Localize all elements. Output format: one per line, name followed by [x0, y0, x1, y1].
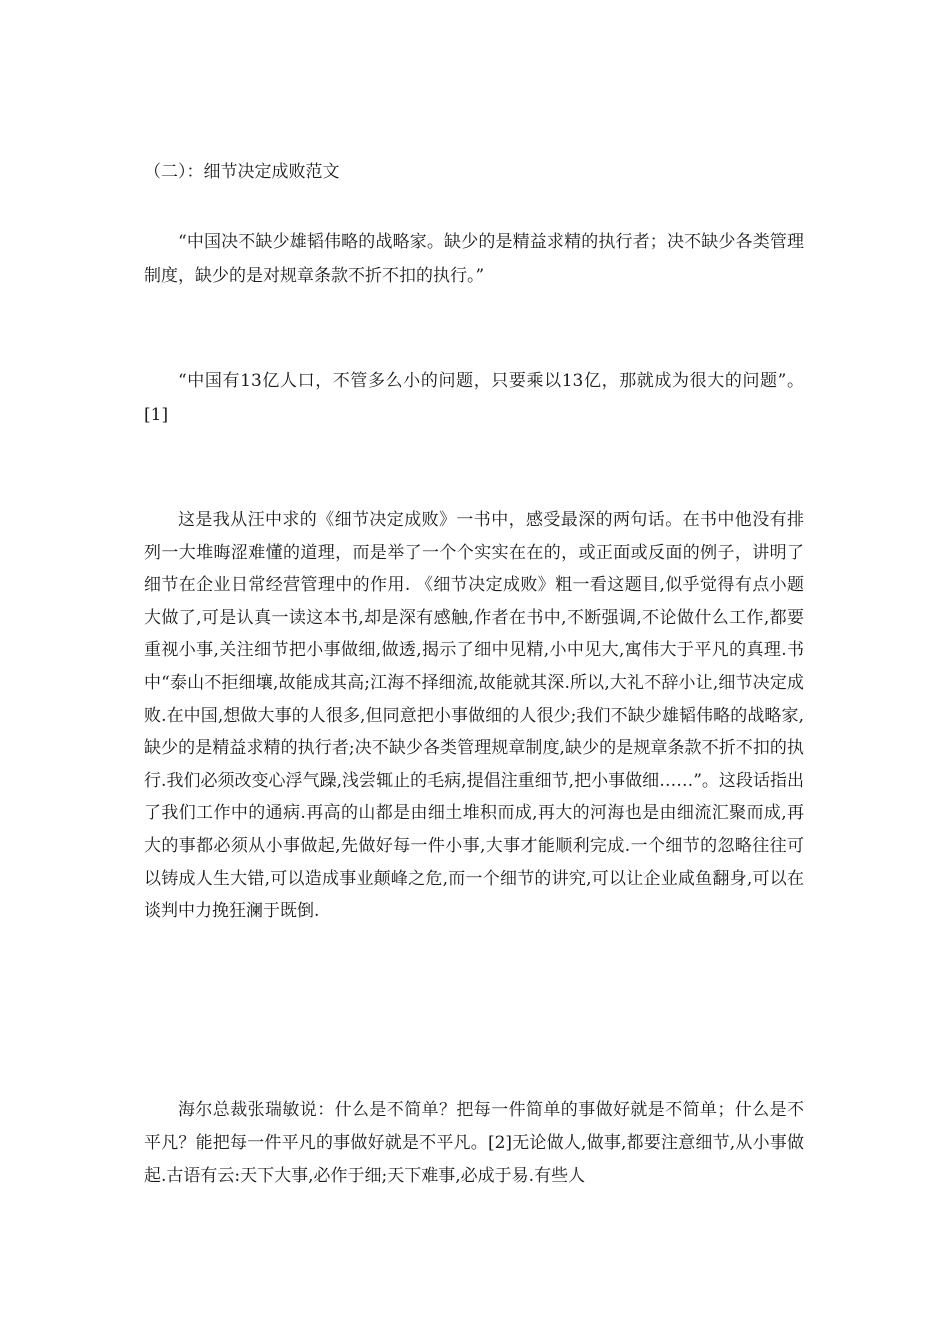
quote-paragraph-1: “中国决不缺少雄韬伟略的战略家。缺少的是精益求精的执行者；决不缺少各类管理制度，缺少的是对规章条款不折不扣的执行。”	[144, 232, 804, 286]
quote-paragraph-2: “中国有13亿人口，不管多么小的问题，只要乘以13亿，那就成为很大的问题”。[1]	[144, 371, 804, 425]
body-paragraph-2: 海尔总裁张瑞敏说：什么是不简单？把每一件简单的事做好就是不简单；什么是不平凡？能把每一件平凡的事做好就是不平凡。[2]无论做人,做事,都要注意细节,从小事做起.古语有云:天下大事,必作于细;天下难事,必成于易.有些人	[144, 1100, 804, 1186]
body-paragraph-1: 这是我从汪中求的《细节决定成败》一书中，感受最深的两句话。在书中他没有排列一大堆晦涩难懂的道理，而是举了一个个实实在在的，或正面或反面的例子，讲明了细节在企业日常经营管理中的作用. 《细节决定成败》粗一看这题目,似乎觉得有点小题大做了,可是认真一读这本书,却是深有感触,作者在书中,不断强调,不论做什么工作,都要重视小事,关注细节把小事做细,做透,揭示了细中见精,小中见大,寓伟大于平凡的真理.书中“泰山不拒细壤,故能成其高;江海不择细流,故能就其深.所以,大礼不辞小让,细节决定成败.在中国,想做大事的人很多,但同意把小事做细的人很少;我们不缺少雄韬伟略的战略家,缺少的是精益求精的执行者;决不缺少各类管理规章制度,缺少的是规章条款不折不扣的执行.我们必须改变心浮气躁,浅尝辄止的毛病,提倡注重细节,把小事做细……”。这段话指出了我们工作中的通病.再高的山都是由细土堆积而成,再大的河海也是由细流汇聚而成,再大的事都必须从小事做起,先做好每一件小事,大事才能顺利完成.一个细节的忽略往往可以铸成人生大错,可以造成事业颠峰之危,而一个细节的讲究,可以让企业咸鱼翻身,可以在谈判中力挽狂澜于既倒.	[144, 510, 804, 922]
section-heading: （二）：细节决定成败范文	[144, 162, 340, 182]
